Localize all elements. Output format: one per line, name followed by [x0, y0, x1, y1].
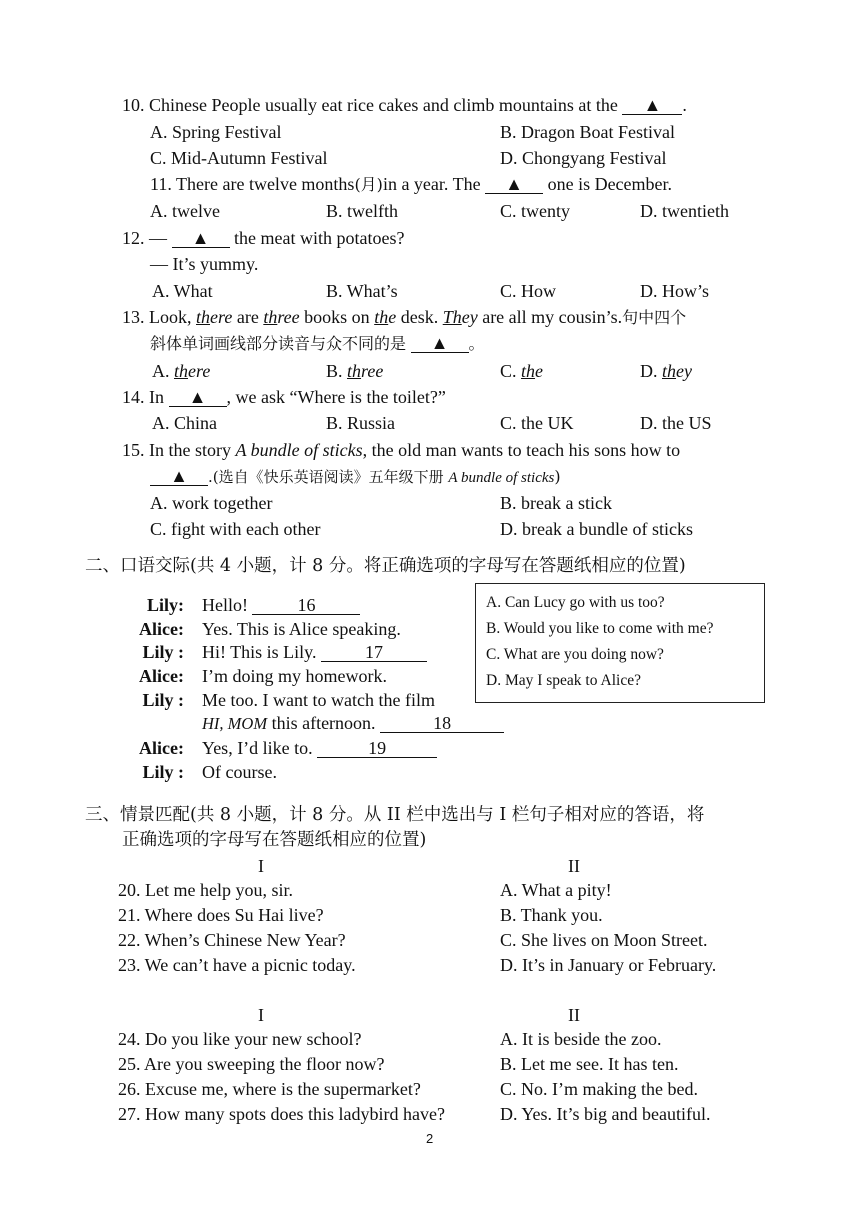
q14-option-b: B. Russia	[326, 413, 396, 433]
match-question: 24. Do you like your new school?	[118, 1029, 362, 1049]
speaker-label: Alice:	[139, 738, 184, 758]
q15-option-b: B. break a stick	[500, 493, 612, 513]
answer-blank: ▲	[622, 96, 682, 115]
q11-note: (月)	[354, 175, 383, 194]
q13-option-b-letter: B.	[326, 361, 348, 381]
answer-blank: ▲	[150, 467, 208, 486]
q13-text-2: are	[232, 307, 264, 327]
match-question: 25. Are you sweeping the floor now?	[118, 1054, 385, 1074]
q14-stem: 14. In	[122, 387, 164, 407]
speaker-label: Alice:	[139, 666, 184, 686]
page-number: 2	[426, 1131, 434, 1146]
q15-story-title: A bundle of sticks	[235, 440, 363, 460]
dialogue-text: Hi! This is Lily.	[202, 642, 317, 662]
q15-option-c: C. fight with each other	[150, 519, 321, 539]
q14-option-c: C. the UK	[500, 413, 574, 433]
q15-line-2	[150, 465, 561, 489]
q15-source-title: A bundle of sticks	[448, 470, 555, 486]
dialogue-text: Hello!	[202, 595, 248, 615]
option-a: A. Can Lucy go with us too?	[486, 594, 665, 611]
match-answer: C. No. I’m making the bed.	[500, 1079, 698, 1099]
q13-option-b-underline: th	[347, 361, 362, 381]
q12-option-d: D. How’s	[640, 281, 710, 301]
q15-source-close: )	[554, 467, 561, 486]
q12-stem-2: the meat with potatoes?	[234, 228, 405, 248]
q13-text: 13. Look,	[122, 307, 196, 327]
match-question: 27. How many spots does this ladybird have?	[118, 1104, 445, 1124]
q13-text-5: are all my cousin’s.	[477, 307, 623, 327]
question-12	[122, 227, 404, 249]
dialogue-line	[202, 641, 427, 663]
q10-option-c: C. Mid-Autumn Festival	[150, 148, 328, 168]
section-3-heading-2: 正确选项的字母写在答题纸相应的位置)	[122, 830, 427, 850]
q13-option-b	[326, 360, 383, 382]
q11-option-a: A. twelve	[150, 201, 220, 221]
q13-option-a-letter: A.	[152, 361, 174, 381]
q13-option-a	[152, 360, 210, 382]
column-ii-header: II	[568, 1005, 580, 1025]
q13-word-they-underline: Th	[442, 307, 462, 327]
dialogue-line: Of course.	[202, 762, 277, 782]
q15-option-d: D. break a bundle of sticks	[500, 519, 693, 539]
column-ii-header: II	[568, 856, 580, 876]
q10-stem: 10. Chinese People usually eat rice cakes and climb mountains at the	[122, 95, 618, 115]
q13-text-3: books on	[299, 307, 375, 327]
column-i-header: I	[258, 856, 264, 876]
q13-option-d	[640, 360, 692, 382]
q13-option-d-rest: ey	[676, 361, 692, 381]
question-13	[122, 306, 686, 329]
match-question: 21. Where does Su Hai live?	[118, 905, 324, 925]
match-question: 23. We can’t have a picnic today.	[118, 955, 356, 975]
q13-text-4: desk.	[396, 307, 443, 327]
answer-blank: ▲	[172, 229, 230, 248]
dialogue-line	[202, 712, 504, 735]
question-11	[150, 173, 672, 196]
q13-word-the-rest: e	[388, 307, 397, 327]
q12-stem: 12. —	[122, 228, 167, 248]
match-answer: A. It is beside the zoo.	[500, 1029, 662, 1049]
answer-blank-17: 17	[321, 643, 427, 662]
q11-option-c: C. twenty	[500, 201, 570, 221]
q13-word-there-rest: ere	[210, 307, 233, 327]
match-question: 20. Let me help you, sir.	[118, 880, 293, 900]
dialogue-line: I’m doing my homework.	[202, 666, 387, 686]
dialogue-line	[202, 737, 437, 759]
dialogue-line: Me too. I want to watch the film	[202, 690, 435, 710]
speaker-label: Lily:	[146, 595, 184, 615]
q13-option-b-rest: ree	[361, 361, 384, 381]
q13-option-a-rest: ere	[188, 361, 211, 381]
q11-option-b: B. twelfth	[326, 201, 398, 221]
q13-option-c-underline: th	[521, 361, 536, 381]
match-answer: B. Let me see. It has ten.	[500, 1054, 679, 1074]
q14-stem-2: , we ask “Where is the toilet?”	[226, 387, 446, 407]
q13-word-three-start: th	[263, 307, 278, 327]
q11-stem-3: one is December.	[547, 174, 673, 194]
dialogue-text: Yes, I’d like to.	[202, 738, 313, 758]
answer-blank: ▲	[485, 175, 543, 194]
q13-option-d-letter: D.	[640, 361, 662, 381]
question-15	[122, 439, 680, 461]
question-10	[122, 94, 687, 116]
film-title: HI, MOM	[202, 714, 268, 733]
q12-option-a: A. What	[152, 281, 213, 301]
match-answer: B. Thank you.	[500, 905, 603, 925]
match-question: 26. Excuse me, where is the supermarket?	[118, 1079, 421, 1099]
q10-period: .	[682, 95, 687, 115]
q13-option-c-letter: C.	[500, 361, 522, 381]
answer-blank-16: 16	[252, 596, 360, 615]
q13-line-2	[150, 332, 485, 355]
q12-reply: — It’s yummy.	[150, 254, 259, 274]
q15-stem: 15. In the story	[122, 440, 236, 460]
q13-option-c	[500, 360, 543, 382]
q10-option-b: B. Dragon Boat Festival	[500, 122, 675, 142]
q13-option-a-underline: th	[174, 361, 189, 381]
q12-option-c: C. How	[500, 281, 557, 301]
section-2-heading: 二、口语交际(共 4 小题，计 8 分。将正确选项的字母写在答题纸相应的位置)	[85, 556, 686, 576]
q11-option-d: D. twentieth	[640, 201, 729, 221]
q13-word-there-underline: th	[196, 307, 211, 327]
match-answer: C. She lives on Moon Street.	[500, 930, 708, 950]
q13-instruction: 句中四个	[622, 308, 687, 327]
q13-option-c-rest: e	[535, 361, 544, 381]
option-c: C. What are you doing now?	[486, 646, 664, 663]
q13-word-they-rest: ey	[461, 307, 478, 327]
speaker-label: Lily :	[142, 762, 184, 782]
answer-blank-19: 19	[317, 739, 437, 758]
options-box	[475, 583, 765, 703]
option-b: B. Would you like to come with me?	[486, 620, 714, 637]
section-3-heading: 三、情景匹配(共 8 小题，计 8 分。从 II 栏中选出与 I 栏句子相对应的答语，将	[85, 805, 705, 825]
q15-source-note: .(选自《快乐英语阅读》五年级下册	[208, 468, 449, 486]
q13-word-three-rest: ree	[277, 307, 300, 327]
dialogue-line: Yes. This is Alice speaking.	[202, 619, 401, 639]
q12-option-b: B. What’s	[326, 281, 398, 301]
dialogue-line	[202, 594, 360, 616]
q14-option-d: D. the US	[640, 413, 712, 433]
q11-stem: 11. There are twelve months	[150, 174, 355, 194]
speaker-label: Lily :	[142, 642, 184, 662]
q15-option-a: A. work together	[150, 493, 273, 513]
dialogue-text: this afternoon.	[267, 713, 376, 733]
match-answer: D. Yes. It’s big and beautiful.	[500, 1104, 711, 1124]
speaker-label: Lily :	[142, 690, 184, 710]
q13-word-the-underline: th	[374, 307, 389, 327]
q14-option-a: A. China	[152, 413, 217, 433]
speaker-label: Alice:	[139, 619, 184, 639]
match-answer: D. It’s in January or February.	[500, 955, 717, 975]
q13-end: 。	[468, 334, 485, 353]
q13-instruction-2: 斜体单词画线部分读音与众不同的是	[150, 334, 407, 353]
q10-option-d: D. Chongyang Festival	[500, 148, 667, 168]
q11-stem-2: in a year. The	[382, 174, 481, 194]
match-answer: A. What a pity!	[500, 880, 612, 900]
option-d: D. May I speak to Alice?	[486, 672, 641, 689]
question-14	[122, 386, 446, 408]
answer-blank: ▲	[169, 388, 227, 407]
q15-stem-2: , the old man wants to teach his sons how to	[362, 440, 681, 460]
answer-blank-18: 18	[380, 714, 504, 733]
answer-blank: ▲	[411, 334, 469, 353]
q10-option-a: A. Spring Festival	[150, 122, 282, 142]
q13-option-d-underline: th	[662, 361, 677, 381]
column-i-header: I	[258, 1005, 264, 1025]
match-question: 22. When’s Chinese New Year?	[118, 930, 346, 950]
